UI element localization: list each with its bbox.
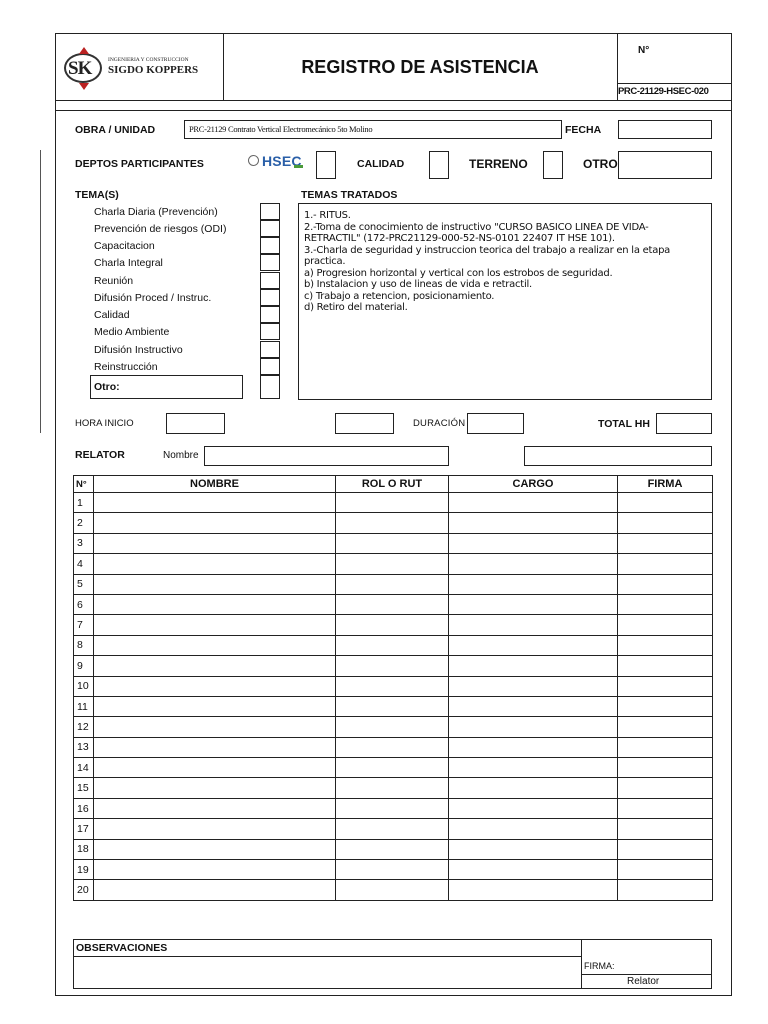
nombre-cell[interactable]	[94, 635, 336, 655]
topic-line: 1.- RITUS.	[304, 210, 351, 221]
tema-item-label: Reinstrucción	[94, 361, 158, 373]
rol-cell[interactable]	[336, 798, 449, 818]
row-number: 5	[74, 574, 94, 594]
tema-item-label: Prevención de riesgos (ODI)	[94, 223, 227, 235]
table-row	[74, 798, 713, 818]
firma-cell[interactable]	[618, 778, 713, 798]
nombre-cell[interactable]	[94, 656, 336, 676]
firma-cell[interactable]	[618, 594, 713, 614]
row-number: 7	[74, 615, 94, 635]
table-row	[74, 860, 713, 880]
table-row	[74, 574, 713, 594]
tema-item-label: Reunión	[94, 275, 134, 287]
row-number: 11	[74, 696, 94, 716]
tema-item-label: Difusión Proced / Instruc.	[94, 292, 212, 304]
cargo-cell[interactable]	[449, 798, 618, 818]
rol-cell[interactable]	[336, 860, 449, 880]
table-row	[74, 635, 713, 655]
topic-line: RETRACTIL" (172-PRC21129-000-52-NS-0101 22407 IT HSE 101).	[304, 233, 615, 244]
tema-checkbox[interactable]	[260, 358, 280, 375]
tema-checkbox[interactable]	[260, 323, 280, 340]
rol-cell[interactable]	[336, 717, 449, 737]
rol-cell[interactable]	[336, 493, 449, 513]
otro-input[interactable]	[618, 151, 712, 179]
firma-cell[interactable]	[618, 880, 713, 900]
row-number: 15	[74, 778, 94, 798]
row-number: 1	[74, 493, 94, 513]
observaciones-firma-divider	[581, 939, 582, 989]
tema-item-label: Charla Diaria (Prevención)	[94, 206, 218, 218]
col-header-rol: ROL O RUT	[336, 476, 449, 493]
nombre-cell[interactable]	[94, 513, 336, 533]
firma-cell[interactable]	[618, 493, 713, 513]
header-bottom-line	[55, 110, 732, 111]
cargo-cell[interactable]	[449, 676, 618, 696]
observaciones-firma-label: FIRMA:	[584, 961, 615, 971]
table-row	[74, 880, 713, 900]
tema-checkbox[interactable]	[260, 203, 280, 220]
col-header-nombre: NOMBRE	[94, 476, 336, 493]
rol-cell[interactable]	[336, 758, 449, 778]
cargo-cell[interactable]	[449, 860, 618, 880]
row-number: 8	[74, 635, 94, 655]
rol-cell[interactable]	[336, 778, 449, 798]
fecha-label: FECHA	[565, 124, 602, 136]
table-row	[74, 533, 713, 553]
rol-cell[interactable]	[336, 533, 449, 553]
table-row	[74, 758, 713, 778]
cargo-cell[interactable]	[449, 574, 618, 594]
nombre-cell[interactable]	[94, 819, 336, 839]
observaciones-relator-label: Relator	[627, 976, 660, 987]
hsec-seal-icon	[248, 155, 259, 166]
nombre-cell[interactable]	[94, 860, 336, 880]
row-number: 16	[74, 798, 94, 818]
firma-cell[interactable]	[618, 533, 713, 553]
row-number: 10	[74, 676, 94, 696]
cargo-cell[interactable]	[449, 513, 618, 533]
tema-checkbox[interactable]	[260, 272, 280, 289]
col-header-firma: FIRMA	[618, 476, 713, 493]
firma-cell[interactable]	[618, 798, 713, 818]
nombre-cell[interactable]	[94, 778, 336, 798]
nombre-cell[interactable]	[94, 758, 336, 778]
nombre-cell[interactable]	[94, 717, 336, 737]
topic-line: 3.-Charla de seguridad y instruccion teorica del trabajo a realizar en la etapa	[304, 244, 671, 256]
temas-label: TEMA(S)	[75, 189, 119, 201]
observaciones-divider	[73, 956, 581, 957]
cargo-cell[interactable]	[449, 533, 618, 553]
deptos-label: DEPTOS PARTICIPANTES	[75, 158, 204, 170]
firma-cell[interactable]	[618, 819, 713, 839]
obra-input[interactable]	[184, 120, 562, 139]
row-number: 17	[74, 819, 94, 839]
tema-checkbox[interactable]	[260, 375, 280, 399]
table-row	[74, 819, 713, 839]
fecha-input[interactable]	[618, 120, 712, 139]
nombre-cell[interactable]	[94, 676, 336, 696]
duracion-input[interactable]	[467, 413, 524, 434]
row-number: 9	[74, 656, 94, 676]
col-header-number: N°	[74, 476, 94, 493]
tema-item-label: Difusión Instructivo	[94, 344, 183, 356]
total-hh-input[interactable]	[656, 413, 712, 434]
table-row	[74, 737, 713, 757]
table-row	[74, 656, 713, 676]
topic-line: 2.-Toma de conocimiento de instructivo "CURSO BASICO LINEA DE VIDA-	[304, 221, 649, 233]
rol-cell[interactable]	[336, 574, 449, 594]
rol-cell[interactable]	[336, 696, 449, 716]
tema-checkbox[interactable]	[260, 237, 280, 254]
row-number: 3	[74, 533, 94, 553]
rol-cell[interactable]	[336, 656, 449, 676]
logo-arrow-top	[79, 47, 89, 54]
rol-cell[interactable]	[336, 676, 449, 696]
hora-inicio-label: HORA INICIO	[75, 418, 134, 429]
rol-cell[interactable]	[336, 615, 449, 635]
hora-fin-input[interactable]	[335, 413, 394, 434]
rol-cell[interactable]	[336, 819, 449, 839]
firma-cell[interactable]	[618, 554, 713, 574]
table-row	[74, 676, 713, 696]
rol-cell[interactable]	[336, 513, 449, 533]
cargo-cell[interactable]	[449, 839, 618, 859]
nombre-cell[interactable]	[94, 696, 336, 716]
cargo-cell[interactable]	[449, 493, 618, 513]
relator-label: RELATOR	[75, 449, 125, 461]
cargo-cell[interactable]	[449, 615, 618, 635]
table-row	[74, 778, 713, 798]
relator-nombre-label: Nombre	[163, 450, 199, 461]
cargo-cell[interactable]	[449, 635, 618, 655]
temas-tratados-textarea[interactable]	[298, 203, 712, 400]
table-row	[74, 554, 713, 574]
nombre-cell[interactable]	[94, 594, 336, 614]
rol-cell[interactable]	[336, 839, 449, 859]
table-row	[74, 594, 713, 614]
hsec-accent	[294, 155, 303, 168]
terreno-label: TERRENO	[469, 157, 528, 171]
obra-label: OBRA / UNIDAD	[75, 124, 156, 136]
rol-cell[interactable]	[336, 737, 449, 757]
cargo-cell[interactable]	[449, 737, 618, 757]
tema-item-label: Medio Ambiente	[94, 326, 170, 338]
form-title: REGISTRO DE ASISTENCIA	[301, 57, 539, 77]
nombre-cell[interactable]	[94, 839, 336, 859]
firma-signature-line	[581, 974, 712, 975]
rol-cell[interactable]	[336, 594, 449, 614]
topic-line: practica.	[304, 256, 346, 267]
firma-cell[interactable]	[618, 717, 713, 737]
table-row	[74, 513, 713, 533]
cargo-cell[interactable]	[449, 717, 618, 737]
table-header-row	[74, 476, 713, 493]
topic-line: c) Trabajo a retencion, posicionamiento.	[304, 290, 495, 302]
attendance-rows	[74, 493, 713, 901]
tema-otro-label: Otro:	[94, 381, 120, 393]
firma-cell[interactable]	[618, 635, 713, 655]
hora-inicio-input[interactable]	[166, 413, 225, 434]
tema-checkbox[interactable]	[260, 341, 280, 358]
logo-company-name: SIGDO KOPPERS	[108, 64, 199, 76]
row-number: 4	[74, 554, 94, 574]
nombre-cell[interactable]	[94, 615, 336, 635]
temas-tratados-label: TEMAS TRATADOS	[301, 189, 398, 201]
observaciones-label: OBSERVACIONES	[76, 942, 168, 954]
firma-cell[interactable]	[618, 696, 713, 716]
table-row	[74, 615, 713, 635]
table-row	[74, 696, 713, 716]
attendance-table	[73, 475, 713, 901]
cargo-cell[interactable]	[449, 656, 618, 676]
firma-cell[interactable]	[618, 758, 713, 778]
tema-checkbox[interactable]	[260, 254, 280, 271]
hsec-checkbox[interactable]	[316, 151, 336, 179]
cargo-cell[interactable]	[449, 696, 618, 716]
firma-cell[interactable]	[618, 737, 713, 757]
row-number: 19	[74, 860, 94, 880]
calidad-checkbox[interactable]	[429, 151, 449, 179]
cargo-cell[interactable]	[449, 819, 618, 839]
row-number: 2	[74, 513, 94, 533]
rol-cell[interactable]	[336, 880, 449, 900]
nombre-cell[interactable]	[94, 880, 336, 900]
firma-cell[interactable]	[618, 574, 713, 594]
cargo-cell[interactable]	[449, 778, 618, 798]
observaciones-box[interactable]	[73, 939, 712, 989]
obra-value: PRC-21129 Contrato Vertical Electromecánico 5to Molino	[189, 124, 373, 134]
row-number: 18	[74, 839, 94, 859]
total-hh-label: TOTAL HH	[598, 418, 650, 430]
calidad-label: CALIDAD	[357, 158, 405, 170]
topic-line: d) Retiro del material.	[304, 302, 408, 313]
row-number: 20	[74, 880, 94, 900]
cargo-cell[interactable]	[449, 758, 618, 778]
nombre-cell[interactable]	[94, 737, 336, 757]
cargo-cell[interactable]	[449, 594, 618, 614]
rol-cell[interactable]	[336, 635, 449, 655]
firma-cell[interactable]	[618, 839, 713, 859]
relator-nombre-input[interactable]	[204, 446, 449, 466]
tema-item-label: Charla Integral	[94, 257, 163, 269]
form-code: PRC-21129-HSEC-020	[618, 86, 709, 97]
nombre-cell[interactable]	[94, 533, 336, 553]
tema-checkbox[interactable]	[260, 220, 280, 237]
nombre-cell[interactable]	[94, 554, 336, 574]
duracion-label: DURACIÓN	[413, 418, 466, 429]
form-number-label: N°	[638, 45, 650, 56]
row-number: 13	[74, 737, 94, 757]
col-header-cargo: CARGO	[449, 476, 618, 493]
row-number: 12	[74, 717, 94, 737]
hsec-logo	[246, 152, 308, 172]
hsec-logo-text: HSEC	[262, 153, 302, 169]
rol-cell[interactable]	[336, 554, 449, 574]
firma-cell[interactable]	[618, 513, 713, 533]
tema-checkbox[interactable]	[260, 289, 280, 306]
firma-cell[interactable]	[618, 676, 713, 696]
topic-line: a) Progresion horizontal y vertical con los estrobos de seguridad.	[304, 267, 613, 279]
firma-cell[interactable]	[618, 615, 713, 635]
cargo-cell[interactable]	[449, 880, 618, 900]
tema-otro-input[interactable]	[90, 375, 243, 399]
topic-line: b) Instalacion y uso de lineas de vida e retractil.	[304, 279, 532, 290]
nombre-cell[interactable]	[94, 493, 336, 513]
firma-cell[interactable]	[618, 860, 713, 880]
tema-item-label: Capacitacion	[94, 240, 155, 252]
nombre-cell[interactable]	[94, 798, 336, 818]
relator-cargo-input[interactable]	[524, 446, 712, 466]
company-logo	[64, 47, 214, 91]
tema-item-label: Calidad	[94, 309, 130, 321]
terreno-checkbox[interactable]	[543, 151, 563, 179]
temas-tratados-content	[304, 210, 708, 314]
firma-cell[interactable]	[618, 656, 713, 676]
nombre-cell[interactable]	[94, 574, 336, 594]
table-row	[74, 839, 713, 859]
logo-mark-text: SK	[68, 58, 92, 79]
logo-company-small: INGENIERIA Y CONSTRUCCION	[108, 57, 189, 63]
margin-mark	[40, 150, 41, 433]
header-code-divider	[617, 83, 732, 84]
logo-arrow-bottom	[79, 83, 89, 90]
table-row	[74, 493, 713, 513]
tema-checkbox[interactable]	[260, 306, 280, 323]
otro-label: OTRO	[583, 157, 618, 171]
cargo-cell[interactable]	[449, 554, 618, 574]
row-number: 14	[74, 758, 94, 778]
row-number: 6	[74, 594, 94, 614]
table-row	[74, 717, 713, 737]
